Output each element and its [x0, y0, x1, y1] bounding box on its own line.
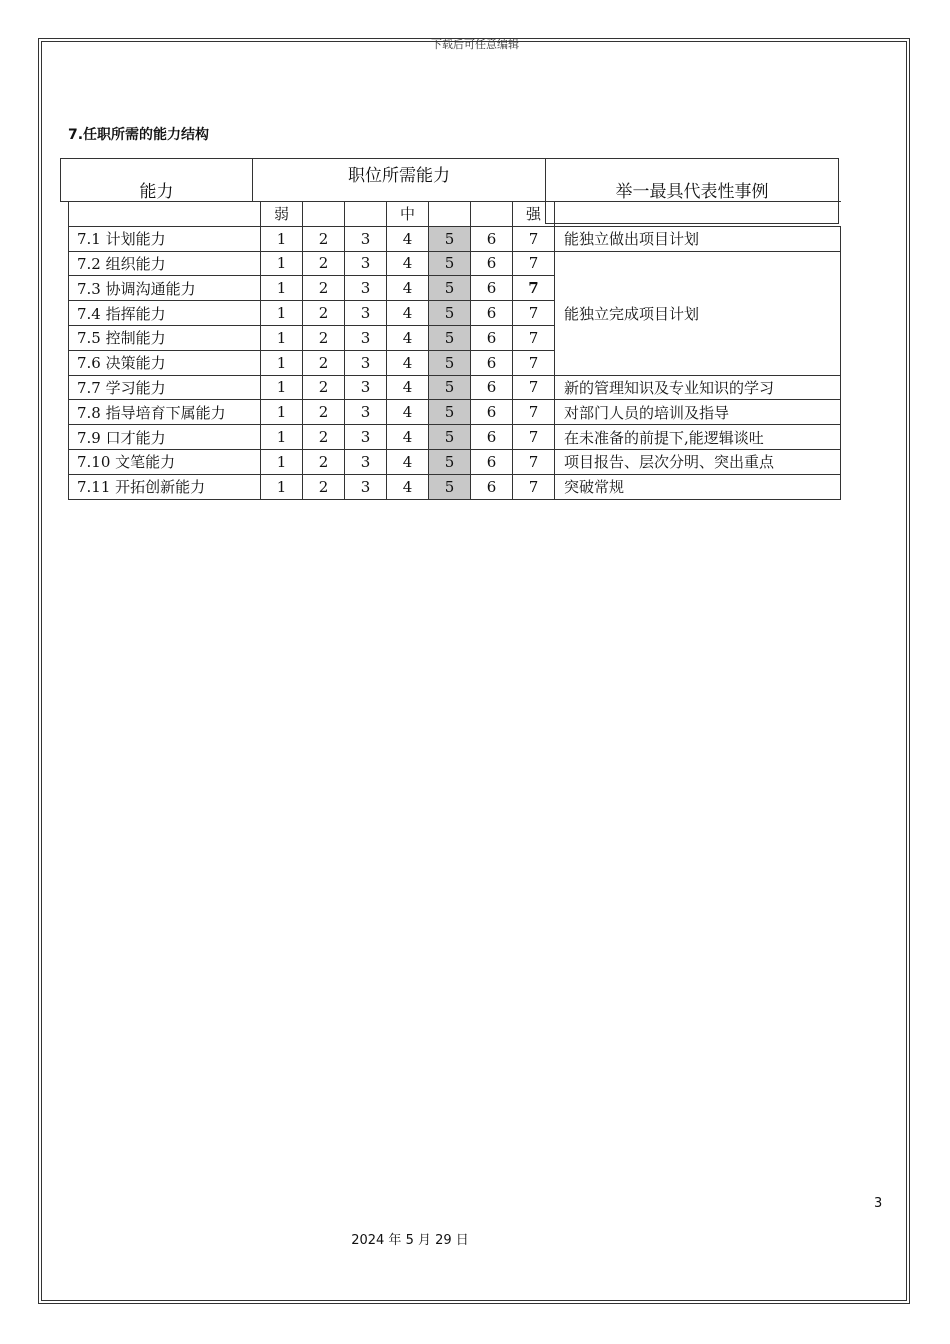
example-text: 新的管理知识及专业知识的学习 [555, 375, 841, 400]
scale-strong: 强 [513, 202, 555, 227]
level-cell: 4 [387, 226, 429, 251]
level-cell: 1 [261, 325, 303, 350]
level-cell: 2 [303, 301, 345, 326]
level-cell: 7 [513, 226, 555, 251]
table-row [69, 425, 841, 450]
scale-weak: 弱 [261, 202, 303, 227]
level-cell: 6 [471, 425, 513, 450]
ability-name: 7.6 决策能力 [69, 350, 261, 375]
header-required-ability: 职位所需能力 [252, 158, 546, 202]
scale-row-blank [69, 202, 261, 227]
level-cell-selected: 5 [429, 474, 471, 499]
example-text: 对部门人员的培训及指导 [555, 400, 841, 425]
ability-table [68, 201, 841, 500]
scale-empty [429, 202, 471, 227]
level-cell: 2 [303, 251, 345, 276]
level-cell: 3 [345, 251, 387, 276]
level-cell-selected: 5 [429, 276, 471, 301]
level-cell-selected: 5 [429, 425, 471, 450]
ability-name: 7.7 学习能力 [69, 375, 261, 400]
level-cell: 1 [261, 226, 303, 251]
level-cell: 4 [387, 400, 429, 425]
level-cell: 1 [261, 449, 303, 474]
level-cell: 4 [387, 474, 429, 499]
example-text: 能独立完成项目计划 [555, 251, 841, 375]
table-row [69, 474, 841, 499]
table-row [69, 226, 841, 251]
table-row [69, 449, 841, 474]
example-text: 项目报告、层次分明、突出重点 [555, 449, 841, 474]
level-cell: 7 [513, 400, 555, 425]
header-ability: 能力 [60, 158, 253, 202]
level-cell-selected: 5 [429, 251, 471, 276]
level-cell: 3 [345, 301, 387, 326]
header-note: 下载后可任意编辑 [431, 38, 519, 51]
level-cell: 7 [513, 301, 555, 326]
level-cell-selected: 5 [429, 400, 471, 425]
level-cell: 4 [387, 425, 429, 450]
example-text: 在未准备的前提下,能逻辑谈吐 [555, 425, 841, 450]
ability-name: 7.1 计划能力 [69, 226, 261, 251]
level-cell: 1 [261, 375, 303, 400]
ability-name: 7.9 口才能力 [69, 425, 261, 450]
level-cell: 3 [345, 276, 387, 301]
level-cell: 7 [513, 276, 555, 301]
level-cell: 2 [303, 350, 345, 375]
scale-row [69, 202, 841, 227]
level-cell: 3 [345, 474, 387, 499]
level-cell: 6 [471, 375, 513, 400]
scale-row-example-blank [555, 202, 841, 227]
level-cell: 3 [345, 425, 387, 450]
level-cell: 7 [513, 251, 555, 276]
level-cell: 2 [303, 400, 345, 425]
level-cell: 3 [345, 350, 387, 375]
level-cell: 7 [513, 325, 555, 350]
scale-empty [471, 202, 513, 227]
level-cell: 2 [303, 425, 345, 450]
page-number: 3 [874, 1196, 883, 1211]
level-cell: 6 [471, 226, 513, 251]
level-cell: 3 [345, 400, 387, 425]
level-cell: 6 [471, 400, 513, 425]
table-row [69, 375, 841, 400]
level-cell: 1 [261, 276, 303, 301]
level-cell: 2 [303, 226, 345, 251]
level-cell: 1 [261, 251, 303, 276]
level-cell-selected: 5 [429, 350, 471, 375]
level-cell: 4 [387, 251, 429, 276]
example-text: 突破常规 [555, 474, 841, 499]
level-cell: 7 [513, 425, 555, 450]
scale-empty [345, 202, 387, 227]
level-cell: 2 [303, 449, 345, 474]
ability-name: 7.11 开拓创新能力 [69, 474, 261, 499]
level-cell: 4 [387, 301, 429, 326]
level-cell: 1 [261, 474, 303, 499]
level-cell: 6 [471, 449, 513, 474]
ability-name: 7.8 指导培育下属能力 [69, 400, 261, 425]
level-cell: 6 [471, 251, 513, 276]
level-cell: 3 [345, 375, 387, 400]
document-date: 2024 年 5 月 29 日 [351, 1233, 469, 1248]
level-cell: 4 [387, 350, 429, 375]
level-cell: 7 [513, 350, 555, 375]
scale-mid: 中 [387, 202, 429, 227]
ability-name: 7.2 组织能力 [69, 251, 261, 276]
level-cell: 4 [387, 375, 429, 400]
section-title: 7.任职所需的能力结构 [68, 127, 210, 143]
scale-empty [303, 202, 345, 227]
ability-name: 7.3 协调沟通能力 [69, 276, 261, 301]
level-cell: 2 [303, 276, 345, 301]
level-cell: 2 [303, 375, 345, 400]
level-cell-selected: 5 [429, 226, 471, 251]
level-cell: 4 [387, 325, 429, 350]
level-cell: 7 [513, 375, 555, 400]
level-cell-selected: 5 [429, 375, 471, 400]
level-cell: 4 [387, 276, 429, 301]
level-cell: 7 [513, 449, 555, 474]
example-text: 能独立做出项目计划 [555, 226, 841, 251]
ability-name: 7.4 指挥能力 [69, 301, 261, 326]
level-cell: 3 [345, 449, 387, 474]
level-cell: 3 [345, 226, 387, 251]
level-cell: 6 [471, 325, 513, 350]
ability-name: 7.5 控制能力 [69, 325, 261, 350]
table-row [69, 251, 841, 276]
table-row [69, 400, 841, 425]
level-cell: 6 [471, 350, 513, 375]
level-cell: 3 [345, 325, 387, 350]
level-cell: 1 [261, 350, 303, 375]
level-cell-selected: 5 [429, 449, 471, 474]
level-cell: 4 [387, 449, 429, 474]
level-cell: 7 [513, 474, 555, 499]
level-cell: 1 [261, 400, 303, 425]
header-example: 举一最具代表性事例 [545, 158, 839, 224]
level-cell-selected: 5 [429, 325, 471, 350]
level-cell: 1 [261, 425, 303, 450]
ability-name: 7.10 文笔能力 [69, 449, 261, 474]
level-cell: 2 [303, 325, 345, 350]
level-cell: 6 [471, 276, 513, 301]
level-cell: 1 [261, 301, 303, 326]
level-cell-selected: 5 [429, 301, 471, 326]
level-cell: 6 [471, 301, 513, 326]
level-cell: 2 [303, 474, 345, 499]
level-cell: 6 [471, 474, 513, 499]
